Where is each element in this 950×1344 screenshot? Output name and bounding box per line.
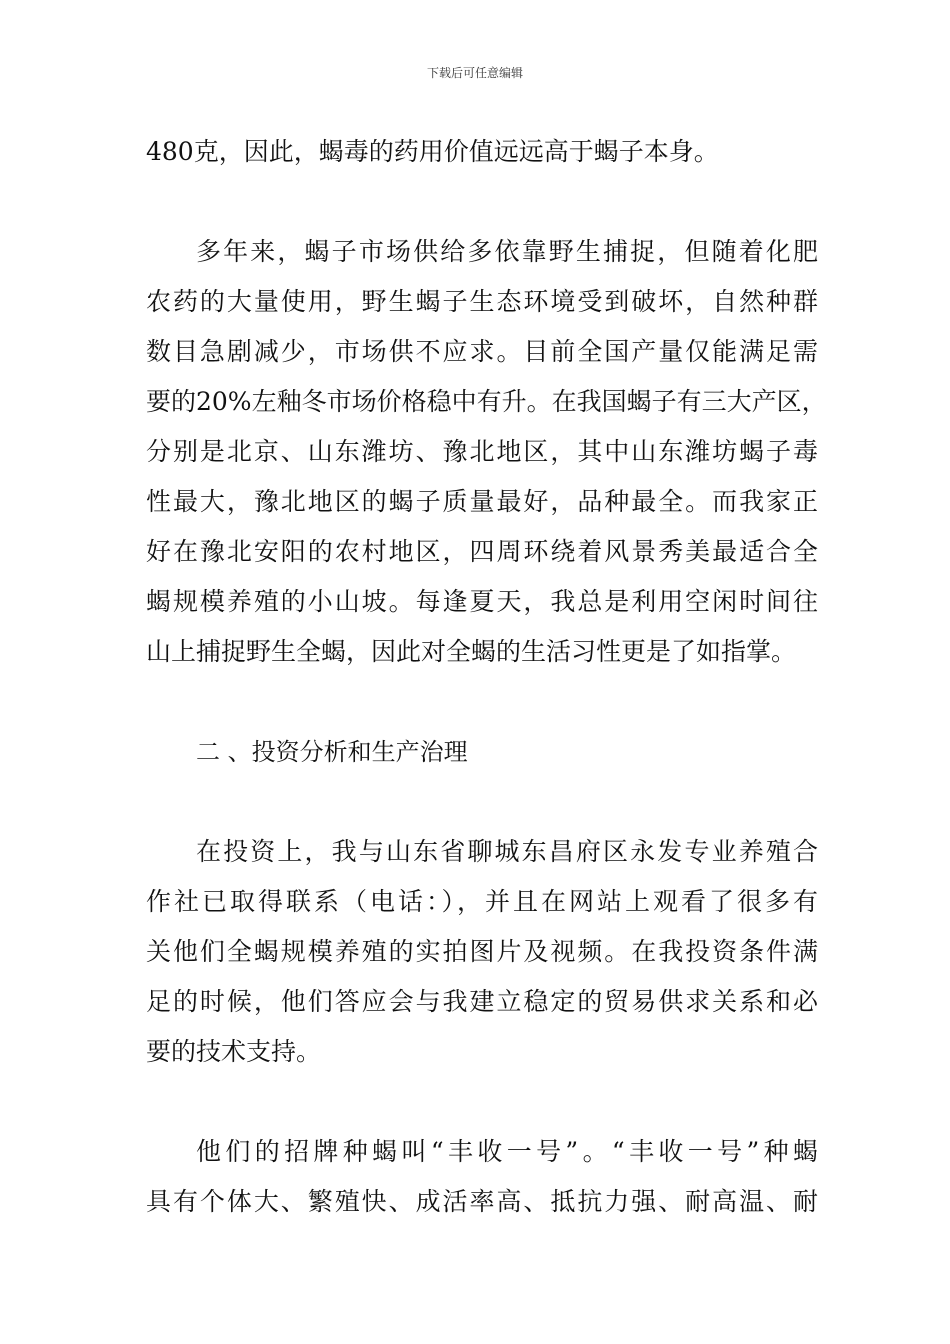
paragraph-line: 要的20%左釉冬市场价格稳中有升。在我国蝎子有三大产区， bbox=[146, 387, 827, 416]
paragraph-line: 数目急剧减少，市场供不应求。目前全国产量仅能满足需 bbox=[146, 337, 818, 366]
paragraph-breed bbox=[146, 1127, 818, 1227]
paragraph-line: 在投资上，我与山东省聊城东昌府区永发专业养殖合 bbox=[196, 837, 818, 866]
paragraph-line: 农药的大量使用，野生蝎子生态环境受到破坏，自然种群 bbox=[146, 287, 818, 316]
paragraph-line: 蝎规模养殖的小山坡。每逢夏天，我总是利用空闲时间往 bbox=[146, 587, 818, 616]
paragraph-market-supply bbox=[146, 227, 827, 677]
paragraph-venom-value bbox=[146, 127, 818, 177]
paragraph-investment bbox=[146, 827, 818, 1077]
paragraph-line: 关他们全蝎规模养殖的实拍图片及视频。在我投资条件满 bbox=[146, 937, 818, 966]
paragraph-line: 具有个体大、繁殖快、成活率高、抵抗力强、耐高温、耐 bbox=[146, 1187, 818, 1216]
paragraph-line: 性最大，豫北地区的蝎子质量最好，品种最全。而我家正 bbox=[146, 487, 818, 516]
paragraph-line: 要的技术支持。 bbox=[146, 1037, 322, 1066]
paragraph-line: 山上捕捉野生全蝎，因此对全蝎的生活习性更是了如指掌。 bbox=[146, 637, 797, 666]
paragraph-line: 分别是北京、山东潍坊、豫北地区，其中山东潍坊蝎子毒 bbox=[146, 437, 818, 466]
paragraph-line: 足的时候，他们答应会与我建立稳定的贸易供求关系和必 bbox=[146, 987, 818, 1016]
section-heading-text: 二 、投资分析和生产治理 bbox=[196, 738, 468, 766]
paragraph-line: 480克，因此，蝎毒的药用价值远远高于蝎子本身。 bbox=[146, 137, 719, 166]
page-header-note: 下载后可任意编辑 bbox=[426, 66, 523, 80]
document-body bbox=[146, 127, 827, 1227]
paragraph-line: 他们的招牌种蝎叫“丰收一号”。“丰收一号”种蝎 bbox=[196, 1137, 818, 1166]
paragraph-line: 好在豫北安阳的农村地区，四周环绕着风景秀美最适合全 bbox=[146, 537, 818, 566]
paragraph-line: 多年来，蝎子市场供给多依靠野生捕捉，但随着化肥 bbox=[196, 237, 818, 266]
section-heading bbox=[146, 727, 818, 777]
paragraph-line: 作社已取得联系（电话：），并且在网站上观看了很多有 bbox=[146, 887, 818, 916]
